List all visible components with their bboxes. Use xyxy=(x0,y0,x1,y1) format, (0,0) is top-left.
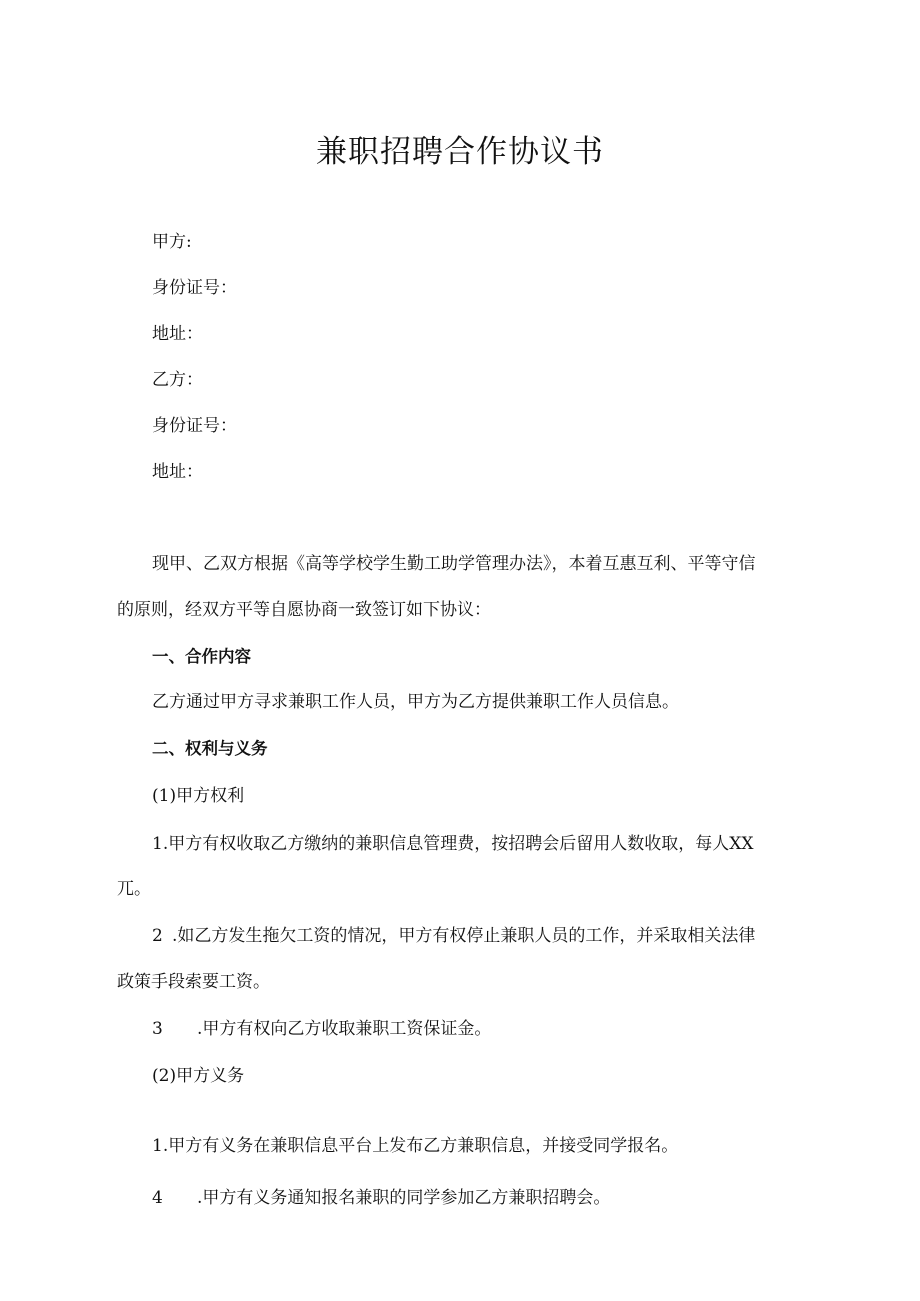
section-2-heading: 二、权利与义务 xyxy=(152,739,268,758)
rights-item-1-line-1: 1.甲方有权收取乙方缴纳的兼职信息管理费，按招聘会后留用人数收取，每人XX xyxy=(152,834,754,854)
duties-item-4-number: 4 xyxy=(152,1188,163,1208)
party-b-address-label: 地址： xyxy=(152,462,203,482)
duties-item-1: 1.甲方有义务在兼职信息平台上发布乙方兼职信息，并接受同学报名。 xyxy=(152,1136,679,1156)
rights-item-3 xyxy=(152,1015,491,1043)
rights-item-3-text: .甲方有权向乙方收取兼职工资保证金。 xyxy=(197,1019,492,1039)
rights-item-2-text: .如乙方发生拖欠工资的情况，甲方有权停止兼职人员的工作，并采取相关法律 xyxy=(172,926,756,946)
document-title: 兼职招聘合作协议书 xyxy=(316,134,604,170)
party-a-duties-heading: (2)甲方义务 xyxy=(152,1066,245,1086)
duties-item-4 xyxy=(152,1184,610,1212)
party-a-address-label: 地址： xyxy=(152,324,203,344)
duties-item-4-text: .甲方有义务通知报名兼职的同学参加乙方兼职招聘会。 xyxy=(197,1188,611,1208)
party-b-id-label: 身份证号： xyxy=(152,416,237,436)
party-b-name-label: 乙方： xyxy=(152,370,203,390)
section-1-heading: 一、合作内容 xyxy=(152,647,251,666)
intro-paragraph-line-2: 的原则，经双方平等自愿协商一致签订如下协议： xyxy=(117,600,491,620)
party-a-name-label: 甲方: xyxy=(152,232,192,252)
rights-item-2-number: 2 xyxy=(152,926,163,946)
intro-paragraph-line-1: 现甲、乙双方根据《高等学校学生勤工助学管理办法》，本着互惠互利、平等守信 xyxy=(152,554,756,574)
rights-item-2-line-1 xyxy=(152,922,755,950)
party-a-id-label: 身份证号： xyxy=(152,278,237,298)
rights-item-1-line-2: 兀。 xyxy=(117,879,151,899)
section-1-text: 乙方通过甲方寻求兼职工作人员，甲方为乙方提供兼职工作人员信息。 xyxy=(152,692,679,712)
rights-item-2-line-2: 政策手段索要工资。 xyxy=(117,972,270,992)
party-a-rights-heading: (1)甲方权利 xyxy=(152,786,245,806)
rights-item-3-number: 3 xyxy=(152,1019,163,1039)
